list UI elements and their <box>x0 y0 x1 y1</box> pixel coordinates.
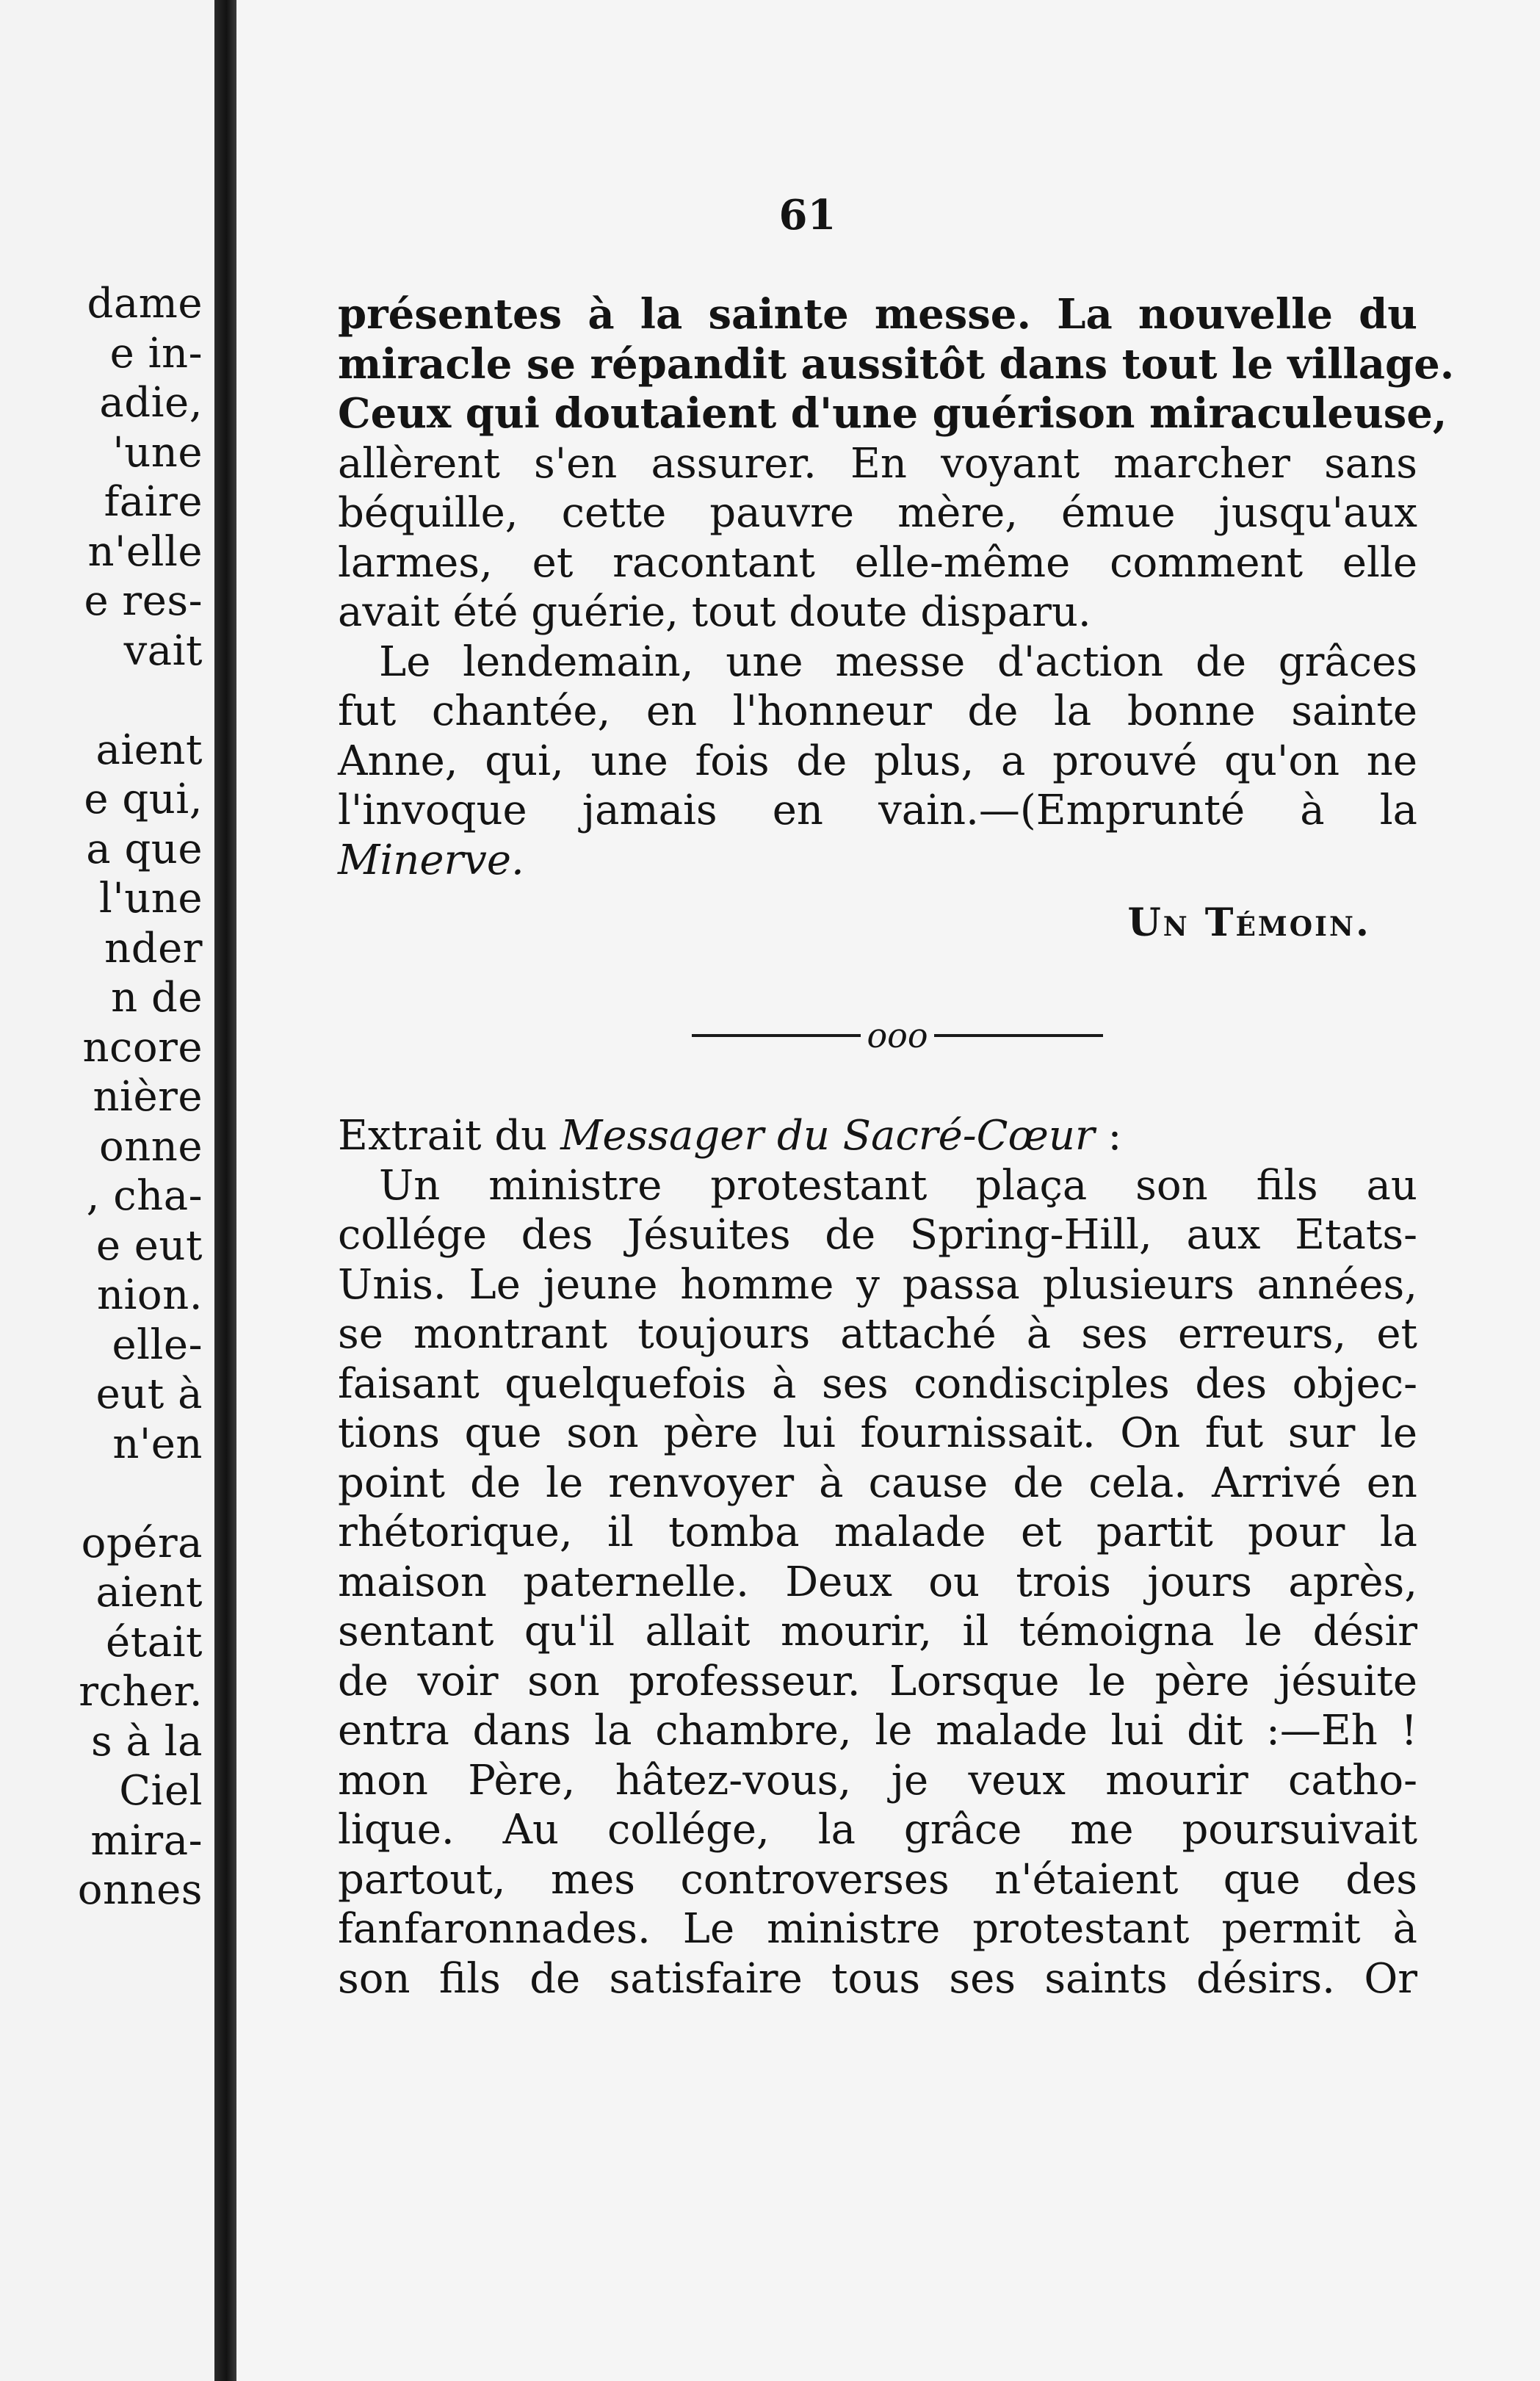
text-line: rhétorique, il tomba malade et partit pour la <box>338 1509 1417 1556</box>
page-number: 61 <box>778 191 836 239</box>
left-page-text <box>78 279 203 1915</box>
left-page-line: , cha- <box>86 1172 203 1220</box>
left-page-line: e in- <box>109 329 203 377</box>
left-page-line: ncore <box>82 1023 203 1072</box>
left-page-line: 'une <box>112 428 203 477</box>
left-page-gap <box>78 676 203 726</box>
signature: Un Témoin. <box>1127 900 1371 945</box>
left-page-line: onne <box>99 1122 203 1171</box>
text-line: Ceux qui doutaient d'une guérison miraculeuse, <box>338 389 1447 438</box>
left-page-line: nière <box>93 1073 203 1121</box>
left-page-line: s à la <box>90 1717 203 1766</box>
left-page-line: nder <box>104 924 203 972</box>
text-line: se montrant toujours attaché à ses erreurs, et <box>338 1310 1417 1358</box>
text-line: fut chantée, en l'honneur de la bonne sainte <box>338 687 1417 735</box>
left-page-gap <box>78 1469 203 1519</box>
left-page-line: rcher. <box>79 1668 203 1716</box>
left-page-line: aient <box>95 726 203 774</box>
left-page-line: dame <box>87 280 203 328</box>
text-line: allèrent s'en assurer. En voyant marcher sans <box>338 439 1417 488</box>
left-page-line: n'elle <box>87 527 203 576</box>
text-line: faisant quelquefois à ses condisciples des objec- <box>338 1359 1417 1408</box>
text-line: larmes, et racontant elle-même comment elle <box>338 538 1417 587</box>
left-facing-page <box>0 0 214 2381</box>
left-page-line: aient <box>95 1569 203 1616</box>
text-line: partout, mes controverses n'étaient que des <box>338 1855 1417 1904</box>
extract-source-title: Messager du Sacré-Cœur <box>560 1112 1095 1160</box>
section-divider <box>692 1016 1103 1055</box>
left-page-line: mira- <box>90 1816 203 1865</box>
source-citation: Minerve. <box>338 836 524 884</box>
main-page <box>236 0 1540 2381</box>
left-page-line: l'une <box>98 875 203 922</box>
text-line: Le lendemain, une messe d'action de grâces <box>379 637 1417 686</box>
paragraph-1 <box>338 290 1455 637</box>
text-line: collége des Jésuites de Spring-Hill, aux Etats- <box>338 1211 1417 1259</box>
text-line: l'invoque jamais en vain.—(Emprunté à la <box>338 787 1417 834</box>
text-line: présentes à la sainte messe. La nouvelle du <box>338 290 1417 339</box>
text-line: mon Père, hâtez-vous, je veux mourir catho- <box>338 1756 1417 1804</box>
left-page-line: e res- <box>84 577 203 625</box>
text-line: son fils de satisfaire tous ses saints désirs. Or <box>338 1954 1417 2003</box>
text-line: point de le renvoyer à cause de cela. Arrivé en <box>338 1459 1417 1507</box>
text-line: béquille, cette pauvre mère, émue jusqu'aux <box>338 489 1417 537</box>
extract-intro-suffix: : <box>1094 1112 1122 1160</box>
left-page-line: nion. <box>96 1271 203 1319</box>
left-page-line: adie, <box>99 379 203 427</box>
text-line: fanfaronnades. Le ministre protestant permit à <box>338 1905 1417 1953</box>
text-line: avait été guérie, tout doute disparu. <box>338 588 1091 636</box>
left-page-line: eut à <box>95 1370 203 1418</box>
left-page-line: faire <box>104 478 203 526</box>
text-line: tions que son père lui fournissait. On fut sur le <box>338 1409 1417 1457</box>
divider-rule-left <box>692 1034 861 1037</box>
divider-ornament: ooo <box>867 1016 928 1055</box>
lower-text-block <box>338 1111 1417 2004</box>
extract-intro <box>338 1111 1417 1161</box>
left-page-line: e qui, <box>84 776 203 823</box>
extract-intro-prefix: Extrait du <box>338 1112 561 1160</box>
paragraph-2 <box>338 637 1417 886</box>
left-page-line: n'en <box>112 1420 203 1468</box>
left-page-line: était <box>106 1618 203 1666</box>
left-page-line: onnes <box>77 1866 203 1914</box>
upper-text-block <box>338 290 1455 885</box>
left-page-line: e eut <box>95 1221 203 1270</box>
paragraph-3 <box>338 1161 1417 2004</box>
left-page-line: n de <box>111 974 203 1022</box>
left-page-line: Ciel <box>119 1767 203 1815</box>
text-line: lique. Au collége, la grâce me poursuivait <box>338 1806 1417 1854</box>
left-page-line: vait <box>123 626 203 675</box>
text-line: Un ministre protestant plaça son fils au <box>379 1161 1417 1210</box>
text-line: de voir son professeur. Lorsque le père jésuite <box>338 1657 1417 1705</box>
text-line: Anne, qui, une fois de plus, a prouvé qu'on ne <box>338 737 1417 785</box>
divider-rule-right <box>934 1034 1103 1037</box>
text-line: maison paternelle. Deux ou trois jours après, <box>338 1558 1417 1606</box>
text-line: sentant qu'il allait mourir, il témoigna le désir <box>338 1608 1417 1655</box>
left-page-line: opéra <box>81 1519 203 1567</box>
book-gutter <box>214 0 236 2381</box>
left-page-line: elle- <box>112 1320 203 1369</box>
text-line: entra dans la chambre, le malade lui dit :—Eh ! <box>338 1707 1417 1755</box>
left-page-line: a que <box>86 825 203 873</box>
text-line: miracle se répandit aussitôt dans tout le village. <box>338 339 1455 389</box>
text-line: Unis. Le jeune homme y passa plusieurs années, <box>338 1260 1417 1309</box>
